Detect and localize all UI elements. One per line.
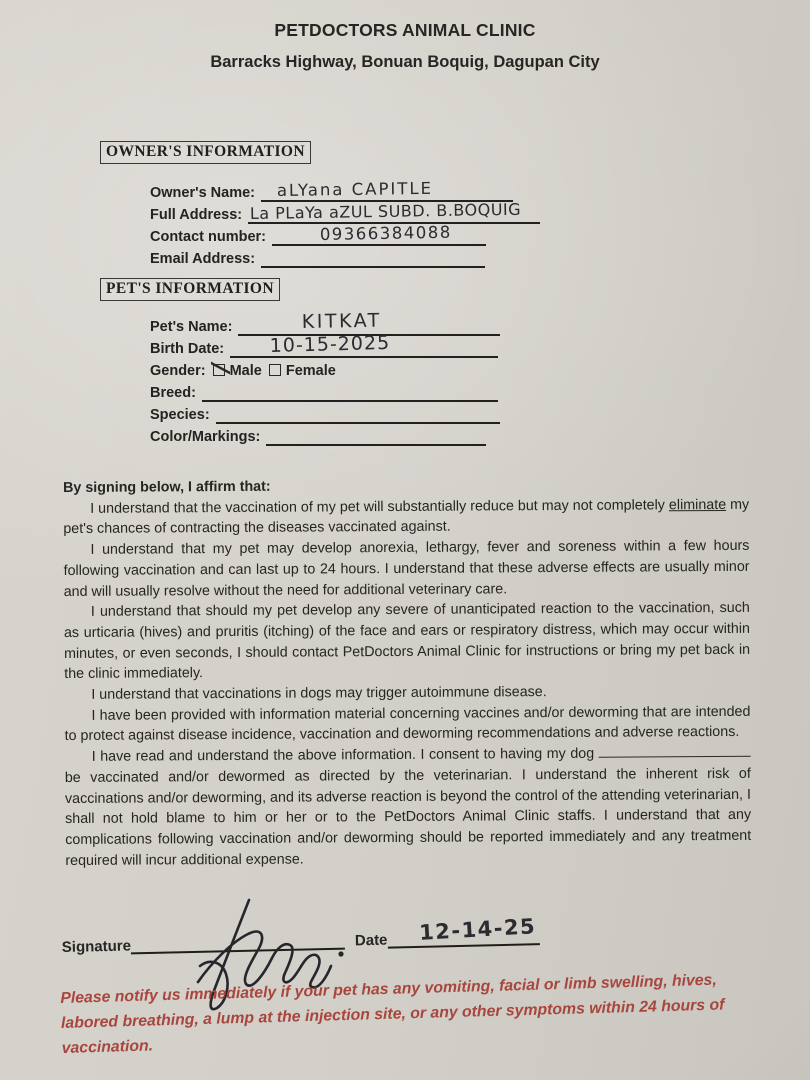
male-checkbox: [213, 364, 225, 376]
owner-name-label: Owner's Name:: [150, 185, 255, 201]
clinic-address: Barracks Highway, Bonuan Boquig, Dagupan City: [210, 53, 600, 71]
pet-name-value: KITKAT: [302, 309, 383, 333]
signature-label: Signature: [61, 937, 132, 956]
female-label: Female: [285, 363, 336, 379]
breed-row: [150, 380, 500, 402]
male-label: Male: [229, 363, 262, 379]
contact-number-value: 09366384088: [319, 222, 452, 244]
affirmation-p6-pre: I have read and understand the above information. I consent to having my dog: [91, 745, 599, 765]
owner-name-row: [150, 180, 540, 202]
gender-row: [150, 358, 500, 380]
affirmation-paragraph-6: [65, 743, 752, 871]
affirmation-paragraph-2: I understand that my pet may develop anorexia, lethargy, fever and soreness within a few hours following vaccination and can last up to 24 hours. I understand that these adverse effects are usually minor and will usually resolve without the need for additional veterinary care.: [63, 537, 750, 600]
signature-row: [61, 909, 622, 956]
date-value: 12-14-25: [418, 914, 537, 945]
clinic-name: PETDOCTORS ANIMAL CLINIC: [274, 20, 536, 40]
affirmation-p1-post: my pet's chances of contracting the diseases vaccinated against.: [63, 496, 750, 538]
species-line: [216, 404, 500, 424]
email-address-row: [150, 246, 540, 268]
breed-line: [202, 382, 498, 402]
email-address-line: [261, 248, 485, 268]
owner-section-heading: OWNER'S INFORMATION: [100, 141, 311, 164]
color-markings-label: Color/Markings:: [150, 429, 261, 445]
color-markings-row: [150, 424, 500, 446]
affirmation-p1-pre: I understand that the vaccination of my pet will substantially reduce but may not completely: [90, 497, 669, 517]
date-label: Date: [354, 931, 388, 950]
clinic-header: [0, 20, 810, 72]
contact-number-line: [272, 222, 486, 246]
affirmation-text-block: [63, 474, 751, 872]
pet-section-heading: PET'S INFORMATION: [100, 278, 280, 301]
dog-name-blank-line: [599, 744, 751, 758]
affirmation-paragraph-5: I have been provided with information material concerning vaccines and/or deworming that are intended to protect against disease incidence, vaccination and deworming recommendations and adverse reactions.: [64, 703, 751, 745]
female-checkbox: [269, 364, 281, 376]
email-address-label: Email Address:: [150, 251, 256, 267]
pet-name-label: Pet's Name:: [150, 319, 233, 335]
full-address-row: [150, 199, 540, 224]
color-markings-line: [266, 426, 486, 446]
species-label: Species:: [150, 407, 210, 423]
contact-number-row: [150, 224, 540, 246]
gender-label: Gender:: [150, 363, 206, 379]
owner-fields: [150, 180, 540, 268]
pet-fields: [150, 309, 500, 446]
affirmation-heading: By signing below, I affirm that:: [63, 478, 271, 496]
full-address-label: Full Address:: [150, 207, 243, 223]
owner-name-line: [261, 178, 513, 202]
owner-name-value: aLYana CAPITLE: [276, 178, 434, 200]
date-line: [387, 914, 539, 948]
notice-text: Please notify us immediately if your pet has any vomiting, facial or limb swelling, hives, labored breathing, a lump at the injection site, or any other symptoms within 24 hours of vaccination.: [60, 971, 725, 1057]
signature-line: [131, 928, 345, 955]
birth-date-row: [150, 331, 500, 358]
affirmation-paragraph-1: [63, 495, 749, 541]
birth-date-value: 10-15-2025: [269, 331, 391, 357]
contact-number-label: Contact number:: [150, 229, 266, 245]
affirmation-p6-post: be vaccinated and/or dewormed as directed by the veterinarian. I understand the inherent risk of vaccinations and/or deworming, and its adverse reaction is beyond the control of the attending veterinarian, I shall not hold blame to him or her or to the PetDoctors Animal Clinic staffs. I understand that any complications following vaccination and/or deworming should be reported immediately and any treatment required will incur additional expense.: [64, 765, 752, 869]
birth-date-line: [230, 331, 498, 358]
affirmation-paragraph-3: I understand that should my pet develop any severe of unanticipated reaction to the vaccination, such as urticaria (hives) and pruritis (itching) of the face and ears or respiratory distress, which may occur within minutes, or even seconds, I should contact PetDoctors Animal Clinic for instructions or bring my pet back in the clinic immediately.: [63, 600, 751, 683]
affirmation-p1-underlined-word: eliminate: [668, 496, 727, 514]
birth-date-label: Birth Date:: [150, 341, 225, 357]
full-address-line: [248, 199, 540, 224]
full-address-value: La PLaYa aZUL SUBD. B.BOQUIG: [249, 199, 522, 223]
breed-label: Breed:: [150, 385, 196, 401]
species-row: [150, 402, 500, 424]
signature-area: [61, 909, 622, 956]
affirmation-paragraph-4: I understand that vaccinations in dogs may trigger autoimmune disease.: [91, 684, 547, 703]
